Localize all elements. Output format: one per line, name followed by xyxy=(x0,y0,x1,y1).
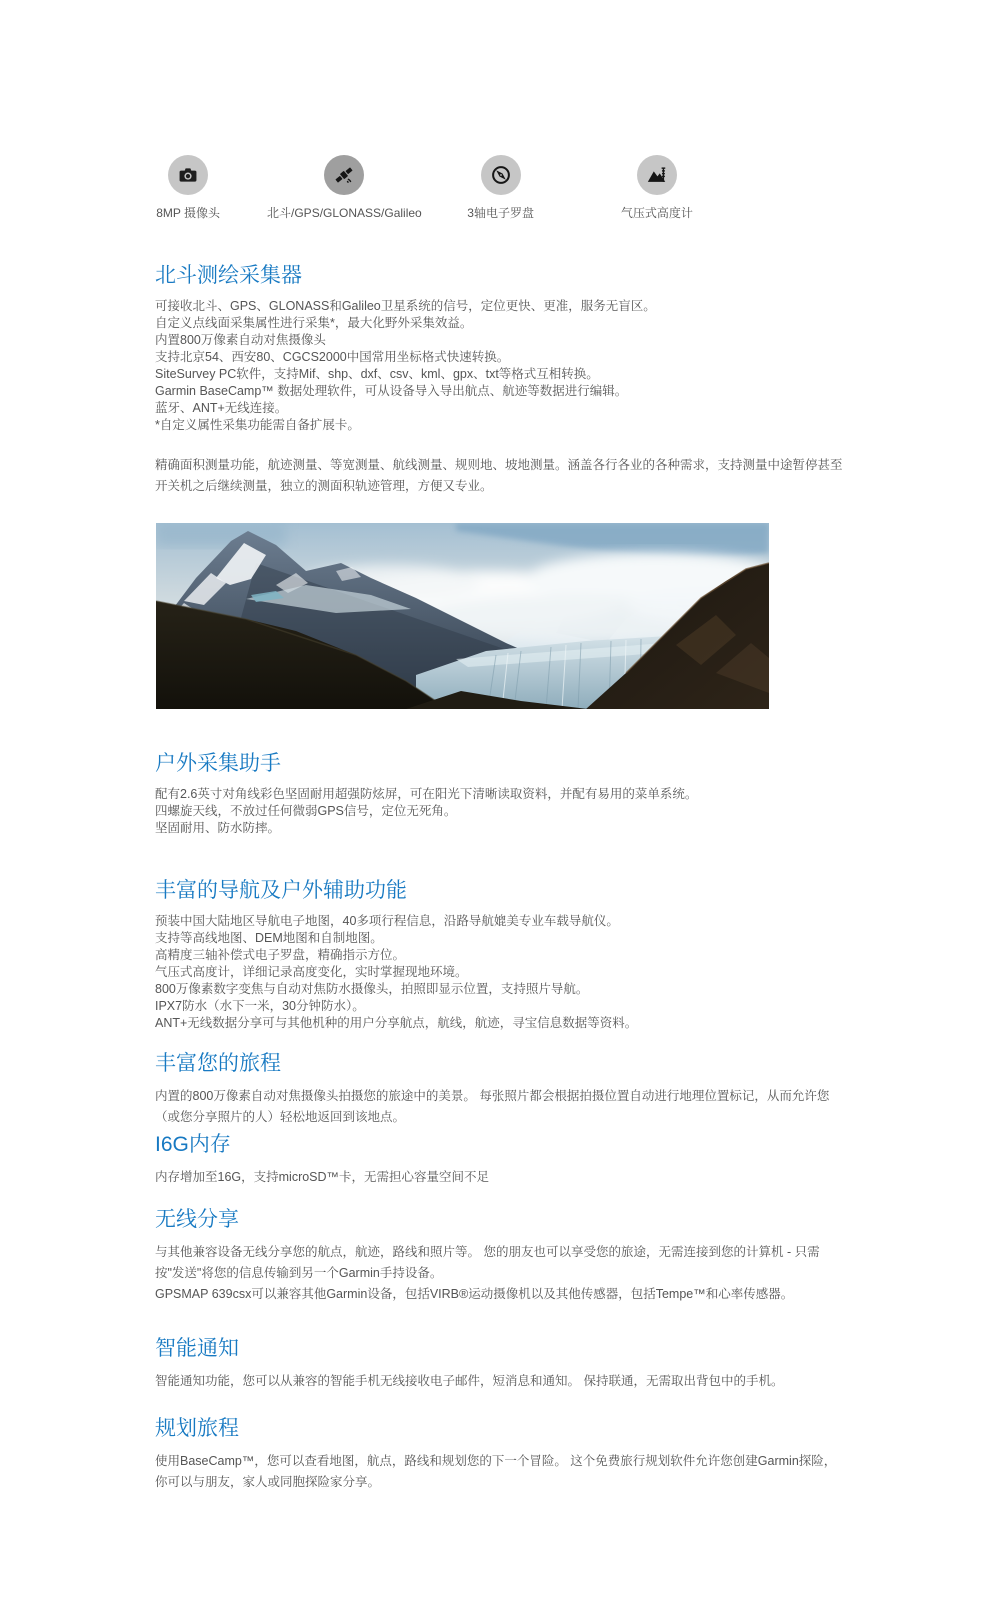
spec-line: IPX7防水（水下一米，30分钟防水）。 xyxy=(155,999,365,1013)
spec-line: 气压式高度计，详细记录高度变化，实时掌握现地环境。 xyxy=(155,965,468,979)
spec-line: 支持北京54、西安80、CGCS2000中国常用坐标格式快速转换。 xyxy=(155,350,510,364)
section-outdoor xyxy=(155,750,847,837)
spec-line: 800万像素数字变焦与自动对焦防水摄像头，拍照即显示位置，支持照片导航。 xyxy=(155,982,589,996)
feature-icons-row xyxy=(110,155,735,221)
section-heading: 规划旅程 xyxy=(155,1417,239,1440)
section-heading: 无线分享 xyxy=(155,1208,239,1231)
spec-line: 配有2.6英寸对角线彩色坚固耐用超强防炫屏，可在阳光下清晰读取资料，并配有易用的菜单系统。 xyxy=(155,787,698,801)
spec-list xyxy=(155,786,847,837)
measure-paragraph: 精确面积测量功能，航迹测量、等宽测量、航线测量、规则地、坡地测量。涵盖各行各业的各种需求，支持测量中途暂停甚至开关机之后继续测量，独立的测面积轨迹管理，方便又专业。 xyxy=(155,458,843,493)
section-paragraph: 使用BaseCamp™，您可以查看地图，航点，路线和规划您的下一个冒险。 这个免费旅行规划软件允许您创建Garmin探险，你可以与朋友，家人或同胞探险家分享。 xyxy=(155,1454,837,1489)
section-heading: 户外采集助手 xyxy=(155,752,281,775)
section-plan xyxy=(155,1415,847,1493)
spec-line: 四螺旋天线，不放过任何微弱GPS信号，定位无死角。 xyxy=(155,804,457,818)
spec-line: 高精度三轴补偿式电子罗盘，精确指示方位。 xyxy=(155,948,406,962)
section-measure xyxy=(155,455,847,497)
feature-label: 气压式高度计 xyxy=(620,206,693,220)
section-heading: 智能通知 xyxy=(155,1337,239,1360)
feature-compass xyxy=(423,155,579,221)
camera-icon xyxy=(168,155,208,195)
spec-line: *自定义属性采集功能需自备扩展卡。 xyxy=(155,418,360,432)
spec-line: 内置800万像素自动对焦摄像头 xyxy=(155,333,326,347)
section-journey xyxy=(155,1050,847,1128)
section-paragraph: 智能通知功能，您可以从兼容的智能手机无线接收电子邮件，短消息和通知。 保持联通，无需取出背包中的手机。 xyxy=(155,1374,784,1388)
feature-label: 8MP 摄像头 xyxy=(156,206,221,220)
altimeter-icon xyxy=(637,155,677,195)
section-heading: 丰富您的旅程 xyxy=(155,1052,281,1075)
section-wireless xyxy=(155,1206,847,1305)
spec-line: 自定义点线面采集属性进行采集*，最大化野外采集效益。 xyxy=(155,316,473,330)
spec-list xyxy=(155,913,847,1032)
feature-camera xyxy=(110,155,266,221)
satellite-icon xyxy=(324,155,364,195)
spec-line: SiteSurvey PC软件，支持Mif、shp、dxf、csv、kml、gpx、txt等格式互相转换。 xyxy=(155,367,599,381)
spec-line: 可接收北斗、GPS、GLONASS和Galileo卫星系统的信号，定位更快、更准，服务无盲区。 xyxy=(155,299,656,313)
section-heading: 北斗测绘采集器 xyxy=(155,264,302,287)
section-paragraph: 内存增加至16G，支持microSD™卡，无需担心容量空间不足 xyxy=(155,1170,490,1184)
spec-line: ANT+无线数据分享可与其他机种的用户分享航点，航线，航迹，寻宝信息数据等资料。 xyxy=(155,1016,638,1030)
spec-line: 支持等高线地图、DEM地图和自制地图。 xyxy=(155,931,383,945)
section-paragraph: 与其他兼容设备无线分享您的航点，航迹，路线和照片等。 您的朋友也可以享受您的旅途，无需连接到您的计算机 - 只需按"发送"将您的信息传输到另一个Garmin手持设备。 xyxy=(155,1245,820,1280)
feature-altimeter xyxy=(579,155,735,221)
section-smart xyxy=(155,1335,847,1392)
section-paragraph: 内置的800万像素自动对焦摄像头拍摄您的旅途中的美景。 每张照片都会根据拍摄位置自动进行地理位置标记，从而允许您（或您分享照片的人）轻松地返回到该地点。 xyxy=(155,1089,830,1124)
feature-label: 3轴电子罗盘 xyxy=(467,206,534,220)
section-beidou xyxy=(155,262,847,434)
spec-line: 预装中国大陆地区导航电子地图，40多项行程信息，沿路导航媲美专业车载导航仪。 xyxy=(155,914,619,928)
spec-line: 蓝牙、ANT+无线连接。 xyxy=(155,401,288,415)
landscape-photo xyxy=(156,523,769,709)
section-heading: 丰富的导航及户外辅助功能 xyxy=(155,879,407,902)
section-nav xyxy=(155,877,847,1032)
feature-label: 北斗/GPS/GLONASS/Galileo xyxy=(267,206,422,220)
spec-list xyxy=(155,298,847,434)
spec-line: Garmin BaseCamp™ 数据处理软件，可从设备导入导出航点、航迹等数据进行编辑。 xyxy=(155,384,628,398)
section-memory xyxy=(155,1131,847,1188)
section-paragraph: GPSMAP 639csx可以兼容其他Garmin设备，包括VIRB®运动摄像机以及其他传感器，包括Tempe™和心率传感器。 xyxy=(155,1287,794,1301)
feature-satellite xyxy=(266,155,422,221)
section-heading: I6G内存 xyxy=(155,1133,231,1156)
compass-icon xyxy=(481,155,521,195)
spec-line: 坚固耐用、防水防摔。 xyxy=(155,821,281,835)
